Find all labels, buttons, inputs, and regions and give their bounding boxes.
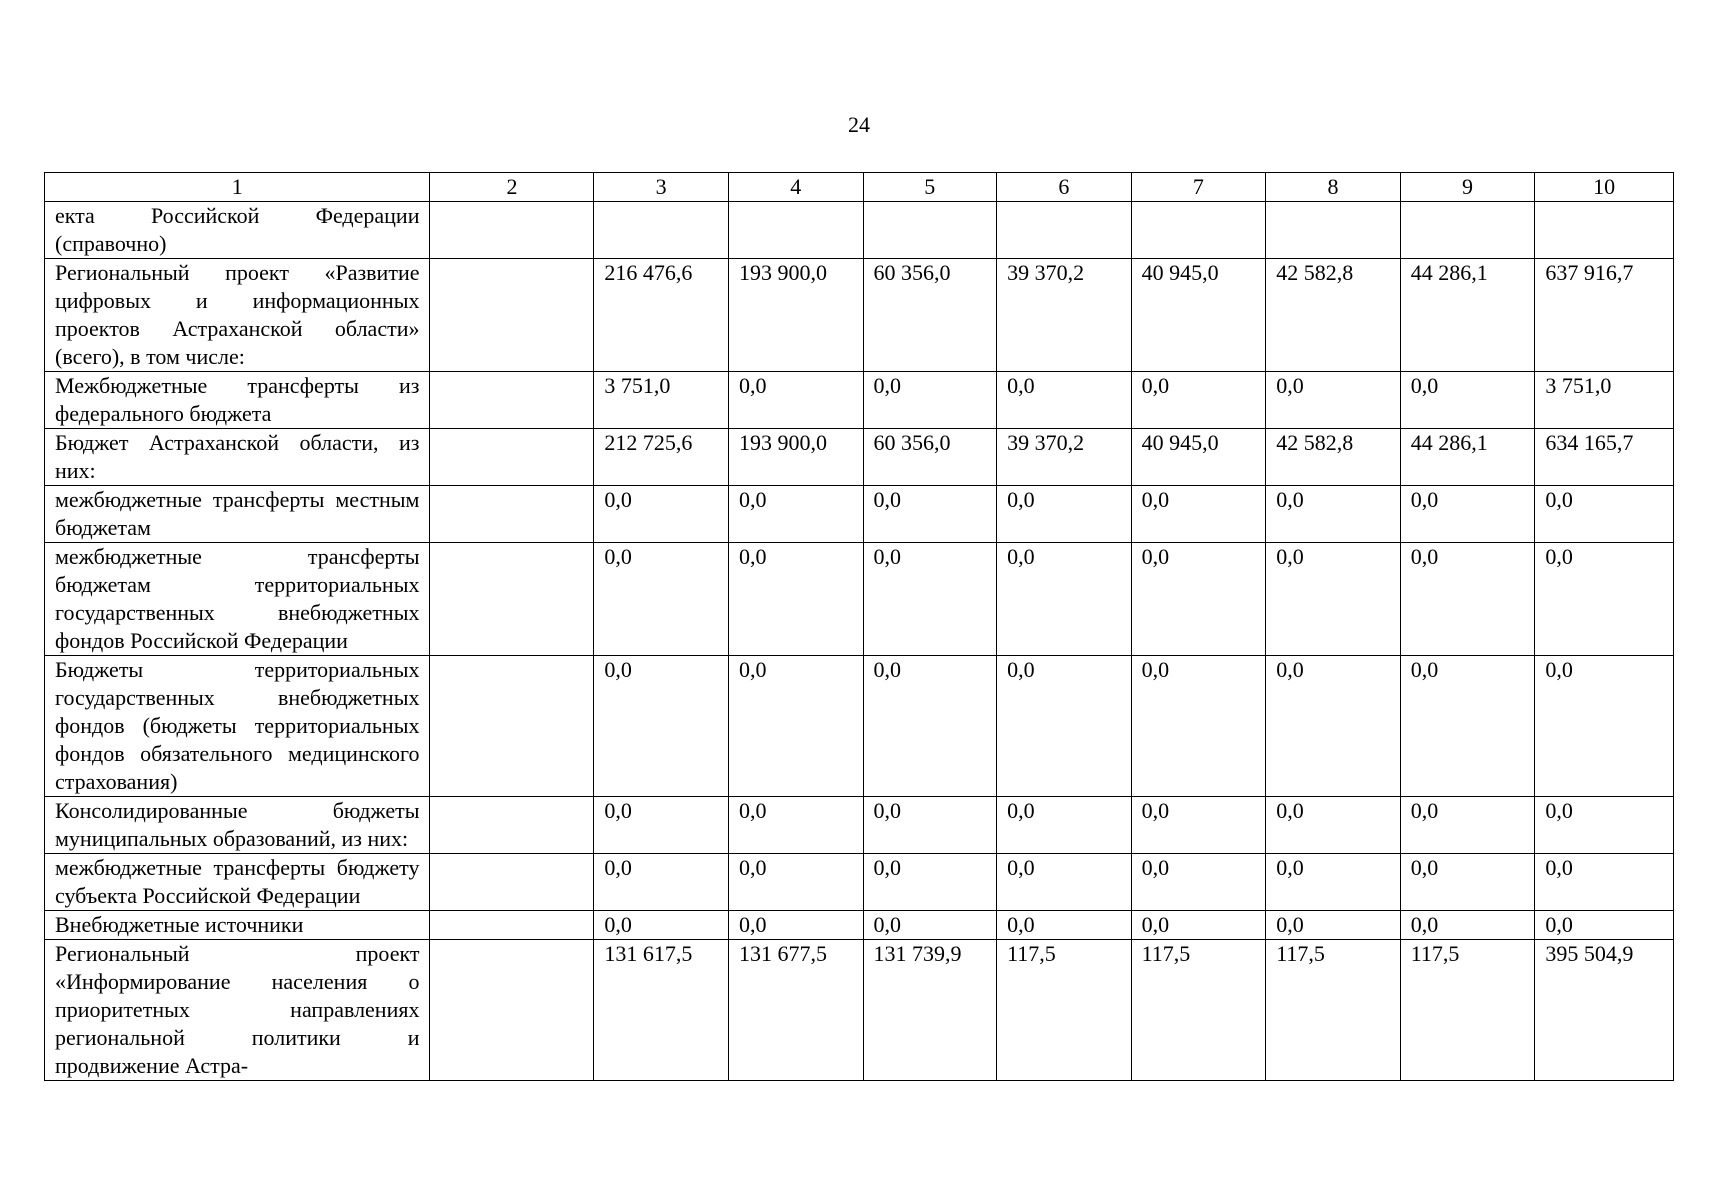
value-cell: 0,0	[1400, 911, 1535, 940]
value-cell: 0,0	[1266, 911, 1401, 940]
value-cell: 3 751,0	[1535, 372, 1674, 429]
row-col2-cell	[430, 854, 594, 911]
value-cell: 0,0	[1535, 486, 1674, 543]
value-cell: 0,0	[1535, 854, 1674, 911]
value-cell	[1266, 202, 1401, 259]
row-label: Межбюджетные трансферты из федерального бюджета	[45, 372, 430, 429]
table-row	[45, 656, 1674, 797]
value-cell: 117,5	[1266, 940, 1401, 1081]
value-cell: 44 286,1	[1400, 259, 1535, 372]
row-col2-cell	[430, 911, 594, 940]
value-cell	[997, 202, 1132, 259]
value-cell: 0,0	[1131, 911, 1266, 940]
value-cell: 0,0	[1535, 911, 1674, 940]
table-row	[45, 202, 1674, 259]
value-cell: 117,5	[1131, 940, 1266, 1081]
value-cell: 0,0	[594, 797, 729, 854]
value-cell: 0,0	[1535, 797, 1674, 854]
value-cell: 0,0	[863, 372, 997, 429]
value-cell: 0,0	[1131, 486, 1266, 543]
value-cell: 0,0	[997, 656, 1132, 797]
value-cell: 0,0	[1535, 656, 1674, 797]
value-cell	[863, 202, 997, 259]
value-cell: 0,0	[728, 656, 863, 797]
value-cell: 634 165,7	[1535, 429, 1674, 486]
row-col2-cell	[430, 372, 594, 429]
row-col2-cell	[430, 202, 594, 259]
value-cell: 0,0	[1400, 372, 1535, 429]
page-number: 24	[848, 112, 870, 137]
row-label: Региональный проект «Информирование населения о приоритетных направлениях региональной политики и продвижение Астра-	[45, 940, 430, 1081]
value-cell: 193 900,0	[728, 259, 863, 372]
value-cell: 0,0	[997, 543, 1132, 656]
value-cell: 39 370,2	[997, 259, 1132, 372]
value-cell: 0,0	[1400, 486, 1535, 543]
table-row	[45, 486, 1674, 543]
value-cell: 0,0	[1535, 543, 1674, 656]
row-col2-cell	[430, 486, 594, 543]
value-cell: 0,0	[1131, 372, 1266, 429]
table-row	[45, 543, 1674, 656]
table-body	[45, 202, 1674, 1081]
value-cell: 44 286,1	[1400, 429, 1535, 486]
value-cell: 0,0	[997, 911, 1132, 940]
value-cell: 0,0	[1266, 797, 1401, 854]
value-cell: 0,0	[997, 372, 1132, 429]
value-cell: 216 476,6	[594, 259, 729, 372]
row-label: Консолидированные бюджеты муниципальных образований, из них:	[45, 797, 430, 854]
row-label: Бюджеты территориальных государственных внебюджетных фондов (бюджеты территориальных фондов обязательного медицинского страхования)	[45, 656, 430, 797]
value-cell: 0,0	[863, 486, 997, 543]
row-col2-cell	[430, 940, 594, 1081]
column-header: 5	[863, 173, 997, 202]
value-cell: 212 725,6	[594, 429, 729, 486]
value-cell: 0,0	[1400, 797, 1535, 854]
column-header: 6	[997, 173, 1132, 202]
row-label: межбюджетные трансферты бюджету субъекта Российской Федерации	[45, 854, 430, 911]
row-label: Внебюджетные источники	[45, 911, 430, 940]
value-cell: 0,0	[997, 797, 1132, 854]
value-cell: 131 677,5	[728, 940, 863, 1081]
value-cell: 0,0	[594, 486, 729, 543]
value-cell: 40 945,0	[1131, 259, 1266, 372]
value-cell: 0,0	[594, 543, 729, 656]
value-cell: 0,0	[1131, 656, 1266, 797]
row-label: межбюджетные трансферты бюджетам территориальных государственных внебюджетных фондов Российской Федерации	[45, 543, 430, 656]
table-row	[45, 259, 1674, 372]
value-cell: 0,0	[1266, 656, 1401, 797]
value-cell: 0,0	[1266, 854, 1401, 911]
value-cell: 0,0	[728, 486, 863, 543]
column-header: 10	[1535, 173, 1674, 202]
value-cell: 0,0	[728, 854, 863, 911]
value-cell: 0,0	[1266, 372, 1401, 429]
row-col2-cell	[430, 656, 594, 797]
value-cell: 0,0	[728, 543, 863, 656]
value-cell: 0,0	[863, 543, 997, 656]
column-header: 3	[594, 173, 729, 202]
budget-table	[44, 172, 1674, 1081]
column-header: 8	[1266, 173, 1401, 202]
table-row	[45, 797, 1674, 854]
row-col2-cell	[430, 543, 594, 656]
table-row	[45, 429, 1674, 486]
row-col2-cell	[430, 797, 594, 854]
row-label: Региональный проект «Развитие цифровых и информационных проектов Астраханской области» (всего), в том числе:	[45, 259, 430, 372]
value-cell: 0,0	[728, 372, 863, 429]
value-cell: 40 945,0	[1131, 429, 1266, 486]
table-row	[45, 911, 1674, 940]
column-header: 2	[430, 173, 594, 202]
value-cell	[1131, 202, 1266, 259]
table-row	[45, 854, 1674, 911]
value-cell: 0,0	[1131, 854, 1266, 911]
value-cell	[728, 202, 863, 259]
value-cell: 42 582,8	[1266, 259, 1401, 372]
value-cell: 0,0	[1131, 797, 1266, 854]
value-cell: 193 900,0	[728, 429, 863, 486]
value-cell: 0,0	[863, 911, 997, 940]
value-cell	[1535, 202, 1674, 259]
value-cell: 395 504,9	[1535, 940, 1674, 1081]
row-col2-cell	[430, 259, 594, 372]
header-row	[45, 173, 1674, 202]
value-cell: 0,0	[728, 797, 863, 854]
table-row	[45, 372, 1674, 429]
value-cell	[594, 202, 729, 259]
value-cell: 0,0	[594, 854, 729, 911]
value-cell: 39 370,2	[997, 429, 1132, 486]
value-cell: 0,0	[1131, 543, 1266, 656]
value-cell: 0,0	[997, 486, 1132, 543]
value-cell: 60 356,0	[863, 429, 997, 486]
value-cell: 0,0	[1400, 543, 1535, 656]
value-cell: 0,0	[594, 911, 729, 940]
row-label: межбюджетные трансферты местным бюджетам	[45, 486, 430, 543]
value-cell: 0,0	[728, 911, 863, 940]
value-cell: 0,0	[997, 854, 1132, 911]
value-cell: 0,0	[863, 854, 997, 911]
value-cell: 0,0	[1400, 854, 1535, 911]
row-col2-cell	[430, 429, 594, 486]
value-cell: 3 751,0	[594, 372, 729, 429]
value-cell: 42 582,8	[1266, 429, 1401, 486]
value-cell: 131 739,9	[863, 940, 997, 1081]
value-cell: 0,0	[863, 656, 997, 797]
value-cell: 0,0	[1266, 543, 1401, 656]
column-header: 4	[728, 173, 863, 202]
value-cell: 0,0	[863, 797, 997, 854]
column-header: 9	[1400, 173, 1535, 202]
row-label: екта Российской Федерации (справочно)	[45, 202, 430, 259]
column-header: 1	[45, 173, 430, 202]
row-label: Бюджет Астраханской области, из них:	[45, 429, 430, 486]
value-cell: 0,0	[1266, 486, 1401, 543]
value-cell: 117,5	[1400, 940, 1535, 1081]
value-cell: 117,5	[997, 940, 1132, 1081]
value-cell: 60 356,0	[863, 259, 997, 372]
value-cell: 0,0	[594, 656, 729, 797]
value-cell: 637 916,7	[1535, 259, 1674, 372]
value-cell: 0,0	[1400, 656, 1535, 797]
column-header: 7	[1131, 173, 1266, 202]
table-row	[45, 940, 1674, 1081]
value-cell: 131 617,5	[594, 940, 729, 1081]
value-cell	[1400, 202, 1535, 259]
